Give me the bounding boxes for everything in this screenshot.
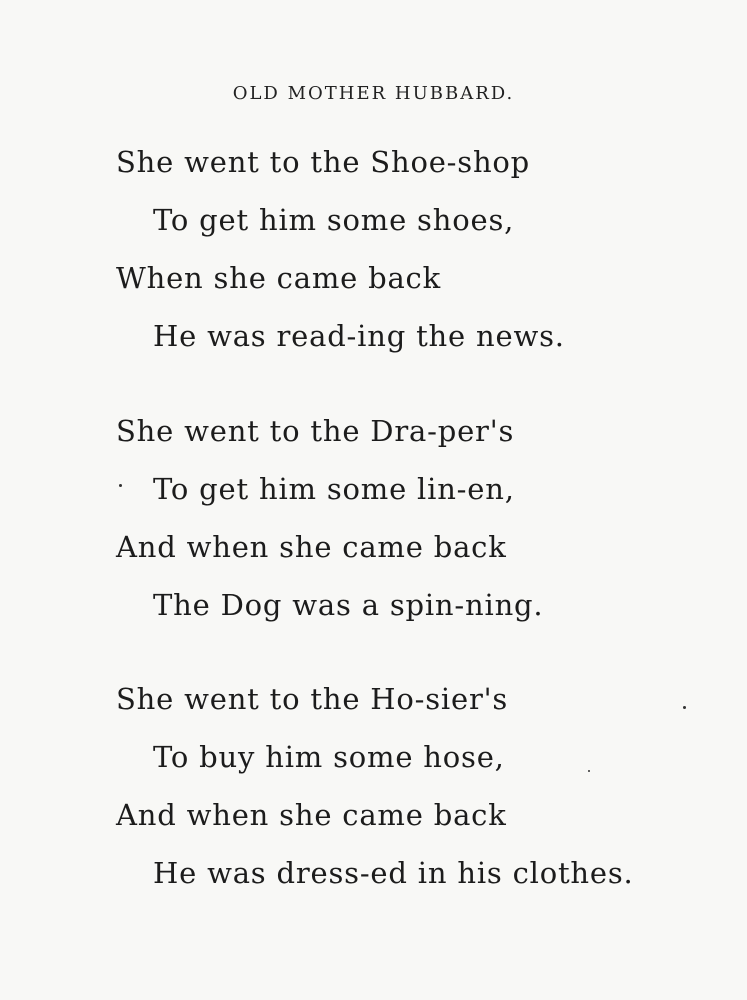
verse-line: He was read-ing the news. — [153, 319, 565, 353]
verse-line: And when she came back — [116, 798, 507, 832]
verse-line: She went to the Ho-sier's — [116, 682, 509, 716]
print-speck — [588, 770, 590, 772]
print-speck — [683, 706, 686, 709]
stanza-2 — [116, 411, 716, 643]
stanza-1 — [116, 142, 716, 374]
verse-line: She went to the Shoe-shop — [116, 145, 531, 179]
print-speck — [119, 484, 122, 487]
verse-line: When she came back — [116, 261, 441, 295]
verse-line: She went to the Dra-per's — [116, 414, 515, 448]
verse-line: The Dog was a spin-ning. — [153, 588, 544, 622]
stanza-3 — [116, 679, 716, 911]
verse-line: And when she came back — [116, 530, 507, 564]
verse-line: He was dress-ed in his clothes. — [153, 856, 634, 890]
verse-line: To get him some shoes, — [153, 203, 515, 237]
verse-line: To buy him some hose, — [153, 740, 505, 774]
verse-line: To get him some lin-en, — [153, 472, 515, 506]
page-title: OLD MOTHER HUBBARD. — [232, 83, 515, 104]
